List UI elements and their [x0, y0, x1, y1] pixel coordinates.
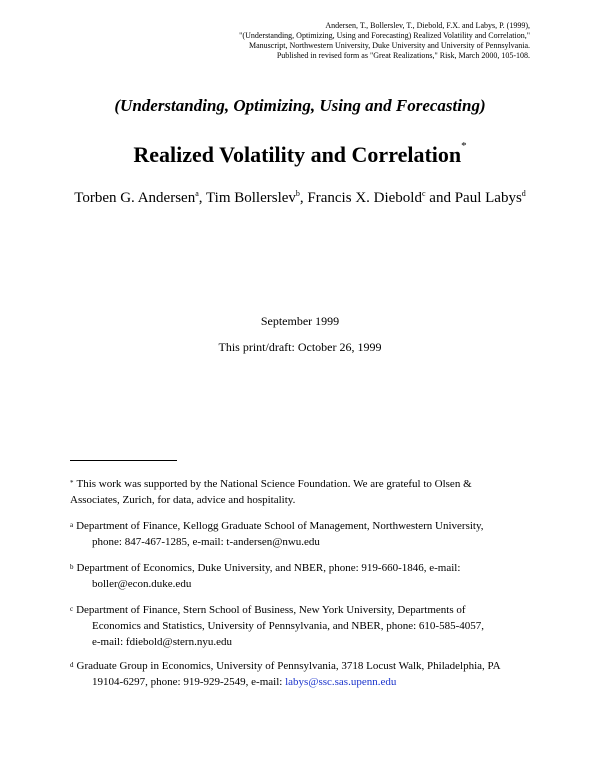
author-mark: c	[421, 189, 426, 198]
author-name: Paul Labys	[454, 190, 522, 206]
title-footnote-mark: *	[461, 140, 467, 152]
citation-line: Published in revised form as "Great Realizations," Risk, March 2000, 105-108.	[276, 51, 530, 60]
author-mark: b	[295, 189, 300, 198]
footnote-mark: *	[70, 479, 74, 487]
citation-line: Andersen, T., Bollerslev, T., Diebold, F.X. and Labys, P. (1999),	[325, 21, 530, 30]
footnote-divider	[70, 460, 177, 461]
citation-line: "(Understanding, Optimizing, Using and Forecasting) Realized Volatility and Correlation,"	[239, 31, 530, 40]
footnote-text: phone: 847-467-1285, e-mail: t-andersen@nwu.edu	[92, 536, 320, 548]
footnote-star	[70, 476, 540, 508]
footnote-d	[70, 658, 540, 690]
footnote-mark: b	[70, 563, 74, 571]
footnote-text: e-mail: fdiebold@stern.nyu.edu	[92, 636, 232, 648]
footnote-mark: c	[70, 605, 74, 613]
paper-subtitle: (Understanding, Optimizing, Using and Forecasting)	[114, 96, 486, 115]
footnote-text: Graduate Group in Economics, University of Pennsylvania, 3718 Locust Walk, Philadelphia, PA	[76, 660, 501, 672]
print-draft-date: This print/draft: October 26, 1999	[218, 340, 382, 354]
footnote-text: Department of Economics, Duke University, and NBER, phone: 919-660-1846, e-mail:	[76, 562, 461, 574]
paper-date: September 1999	[260, 314, 340, 328]
footnote-text: This work was supported by the National Science Foundation. We are grateful to Olsen &	[76, 478, 472, 490]
footnote-text: Department of Finance, Kellogg Graduate School of Management, Northwestern University,	[76, 520, 484, 532]
footnote-a	[70, 518, 540, 550]
footnote-b	[70, 560, 540, 592]
author-separator: and	[425, 190, 455, 206]
footnote-c	[70, 602, 540, 650]
author-list	[0, 190, 600, 207]
author-mark: a	[195, 189, 199, 198]
footnote-text: Department of Finance, Stern School of Business, New York University, Departments of	[76, 604, 466, 616]
footnote-mark: a	[70, 521, 74, 529]
footnote-text: Economics and Statistics, University of Pennsylvania, and NBER, phone: 610-585-4057,	[92, 620, 484, 632]
footnote-mark: d	[70, 661, 74, 669]
paper-title: Realized Volatility and Correlation	[133, 142, 462, 167]
author-separator: ,	[299, 190, 308, 206]
author-separator: ,	[198, 190, 207, 206]
footnote-text: 19104-6297, phone: 919-929-2549, e-mail:	[92, 676, 286, 688]
citation-header	[200, 21, 530, 61]
author-name: Tim Bollerslev	[206, 190, 296, 206]
email-link[interactable]: labys@ssc.sas.upenn.edu	[285, 676, 397, 688]
author-name: Torben G. Andersen	[74, 190, 196, 206]
citation-line: Manuscript, Northwestern University, Duke University and University of Pennsylvania.	[249, 41, 530, 50]
footnote-text: boller@econ.duke.edu	[92, 578, 192, 590]
footnote-text: Associates, Zurich, for data, advice and hospitality.	[70, 494, 296, 506]
paper-title-block	[0, 142, 600, 168]
author-mark: d	[521, 189, 526, 198]
author-name: Francis X. Diebold	[307, 190, 422, 206]
